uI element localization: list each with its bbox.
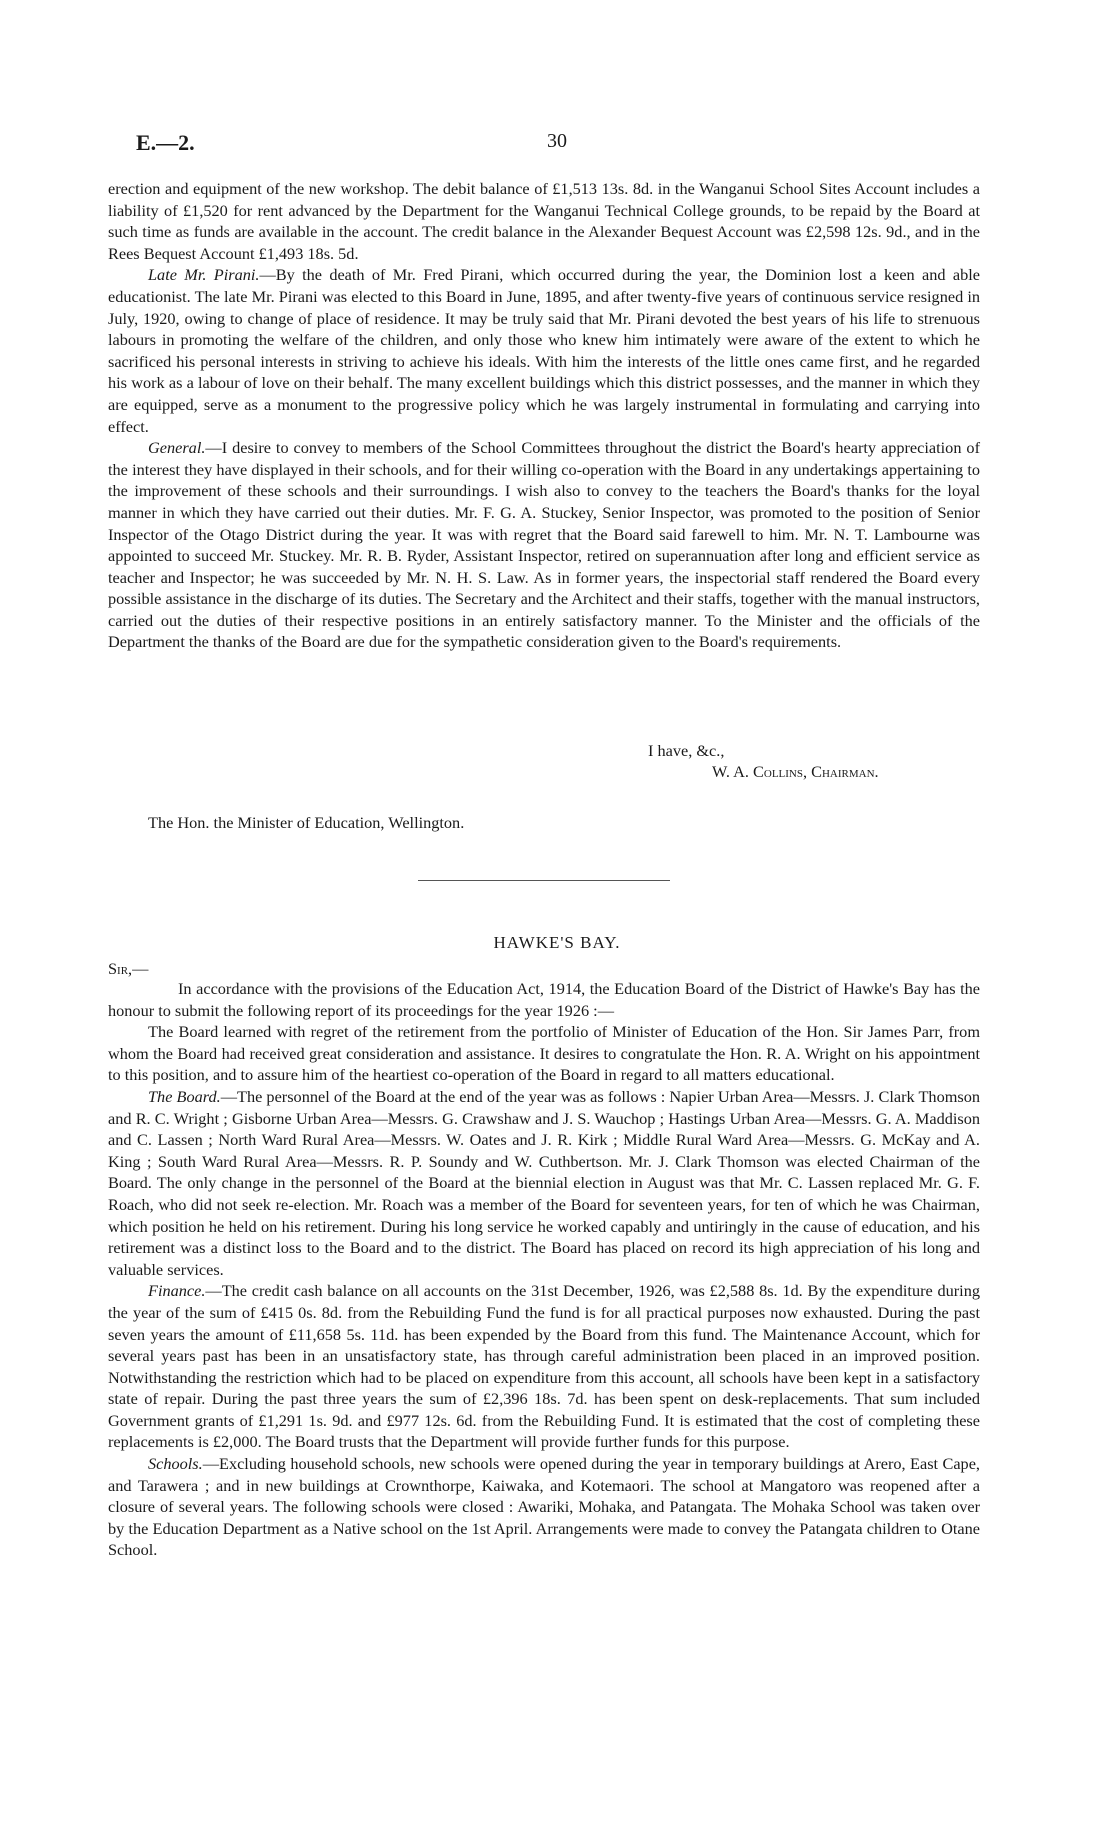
retirement-paragraph: The Board learned with regret of the retirement from the portfolio of Minister of Education of the Hon. Sir James Parr, from whom the Board had received great consideration and assistance. It desires to congratulate the Hon. R. A. Wright on his appointment to this position, and to assure him of the heartiest co-operation of the Board in regard to all matters educational. [108,1022,980,1085]
addressee: The Hon. the Minister of Education, Wellington. [148,813,465,832]
pirani-text: —By the death of Mr. Fred Pirani, which occurred during the year, the Dominion lost a keen and able educationist. The late Mr. Pirani was elected to this Board in June, 1895, and after twenty-five years of continuous service resigned in July, 1920, owing to change of place of residence. It may be truly said that Mr. Pirani devoted the best years of his life to strenuous labours in promoting the welfare of the children, and only those who knew him intimately were aware of the extent to which he sacrificed his personal interests in striving to achieve his ideals. With him the interests of the little ones came first, and he regarded his work as a labour of love on their behalf. The many excellent buildings which this district possesses, and the manner in which they are equipped, serve as a monument to the progressive policy which he was largely instrumental in formulating and carrying into effect. [108,265,980,436]
board-heading: The Board. [148,1086,221,1106]
schools-paragraph [108,1453,980,1561]
finance-heading: Finance. [148,1281,206,1301]
general-text: —I desire to convey to members of the School Committees throughout the district the Board's hearty appreciation of the interest they have displayed in their schools, and for their willing co-operation with the Board in any undertakings appertaining to the improvement of these schools and their surroundings. I wish also to convey to the teachers the Board's thanks for the loyal manner in which they have carried out their duties. Mr. F. G. A. Stuckey, Senior Inspector, was promoted to the position of Senior Inspector of the Otago District during the year. It was with regret that the Board said farewell to him. Mr. N. T. Lambourne was appointed to succeed Mr. Stuckey. Mr. R. B. Ryder, Assistant Inspector, retired on superannuation after long and efficient service as teacher and Inspector; he was succeeded by Mr. N. H. S. Law. As in former years, the inspectorial staff rendered the Board every possible assistance in the discharge of its duties. The Secretary and the Architect and their staffs, together with the manual instructors, carried out the duties of their respective positions in an entirely satisfactory manner. To the Minister and the officials of the Department the thanks of the Board are due for the sympathetic consideration given to the Board's requirements. [108,438,980,652]
hawkes-bay-report [108,978,980,1561]
pirani-paragraph [108,264,980,437]
page-header [136,130,978,160]
section-divider [418,880,670,881]
page-number: 30 [547,130,567,152]
salutation: Sir,— [108,959,149,978]
report-code: E.—2. [136,130,195,155]
schools-text: —Excluding household schools, new schools were opened during the year in temporary buildings at Arero, East Cape, and Tarawera ; and in new buildings at Crownthorpe, Kaiwaka, and Kotemaori. The school at Mangatoro was reopened after a closure of several years. The following schools were closed : Awariki, Mohaka, and Patangata. The Mohaka School was taken over by the Education Department as a Native school on the 1st April. Arrangements were made to convey the Patangata children to Otane School. [108,1454,980,1560]
signature: W. A. Collins, Chairman. [712,762,879,781]
schools-heading: Schools. [148,1454,203,1474]
closing-line: I have, &c., [648,741,725,760]
pirani-heading: Late Mr. Pirani. [148,265,260,285]
intro-paragraph: In accordance with the provisions of the Education Act, 1914, the Education Board of the District of Hawke's Bay has the honour to submit the following report of its proceedings for the year 1926 :— [108,979,980,1020]
accounts-paragraph: erection and equipment of the new workshop. The debit balance of £1,513 13s. 8d. in the Wanganui School Sites Account includes a liability of £1,520 for rent advanced by the Department for the Wanganui Technical College grounds, to be repaid by the Board at such time as funds are available in the account. The credit balance in the Alexander Bequest Account was £2,598 12s. 9d., and in the Rees Bequest Account £1,493 18s. 5d. [108,179,980,263]
general-paragraph [108,437,980,653]
board-text: —The personnel of the Board at the end of the year was as follows : Napier Urban Area—Messrs. J. Clark Thomson and R. C. Wright ; Gisborne Urban Area—Messrs. G. Crawshaw and J. S. Wauchop ; Hastings Urban Area—Messrs. G. A. Maddison and C. Lassen ; North Ward Rural Area—Messrs. W. Oates and J. R. Kirk ; Middle Rural Ward Area—Messrs. G. McKay and A. King ; South Ward Rural Area—Messrs. R. P. Soundy and W. Cuthbertson. Mr. J. Clark Thomson was elected Chairman of the Board. The only change in the personnel of the Board at the biennial election in August was that Mr. C. Lassen replaced Mr. G. F. Roach, who did not seek re-election. Mr. Roach was a member of the Board for seventeen years, for ten of which he was Chairman, which position he held on his retirement. During his long service he worked capably and untiringly in the cause of education, and his retirement was a distinct loss to the Board and to the district. The Board has placed on record its high appreciation of his long and valuable services. [108,1086,980,1279]
general-heading: General. [148,438,206,458]
board-paragraph [108,1086,980,1280]
wanganui-continuation [108,178,980,653]
finance-text: —The credit cash balance on all accounts on the 31st December, 1926, was £2,588 8s. 1d. By the expenditure during the year of the sum of £415 0s. 8d. from the Rebuilding Fund the fund is for all practical purposes now exhausted. During the past seven years the amount of £11,658 5s. 11d. has been expended by the Board from this fund. The Maintenance Account, which for several years past has been in an unsatisfactory state, has through careful administration been placed in an improved position. Notwithstanding the restriction which had to be placed on expenditure from this account, all schools have been kept in a satisfactory state of repair. During the past three years the sum of £2,396 18s. 7d. has been spent on desk-replacements. That sum included Government grants of £1,291 1s. 9d. and £977 12s. 6d. from the Rebuilding Fund. It is estimated that the cost of completing these replacements is £2,000. The Board trusts that the Department will provide further funds for this purpose. [108,1281,980,1452]
section-title: HAWKE'S BAY. [493,933,621,952]
finance-paragraph [108,1280,980,1453]
